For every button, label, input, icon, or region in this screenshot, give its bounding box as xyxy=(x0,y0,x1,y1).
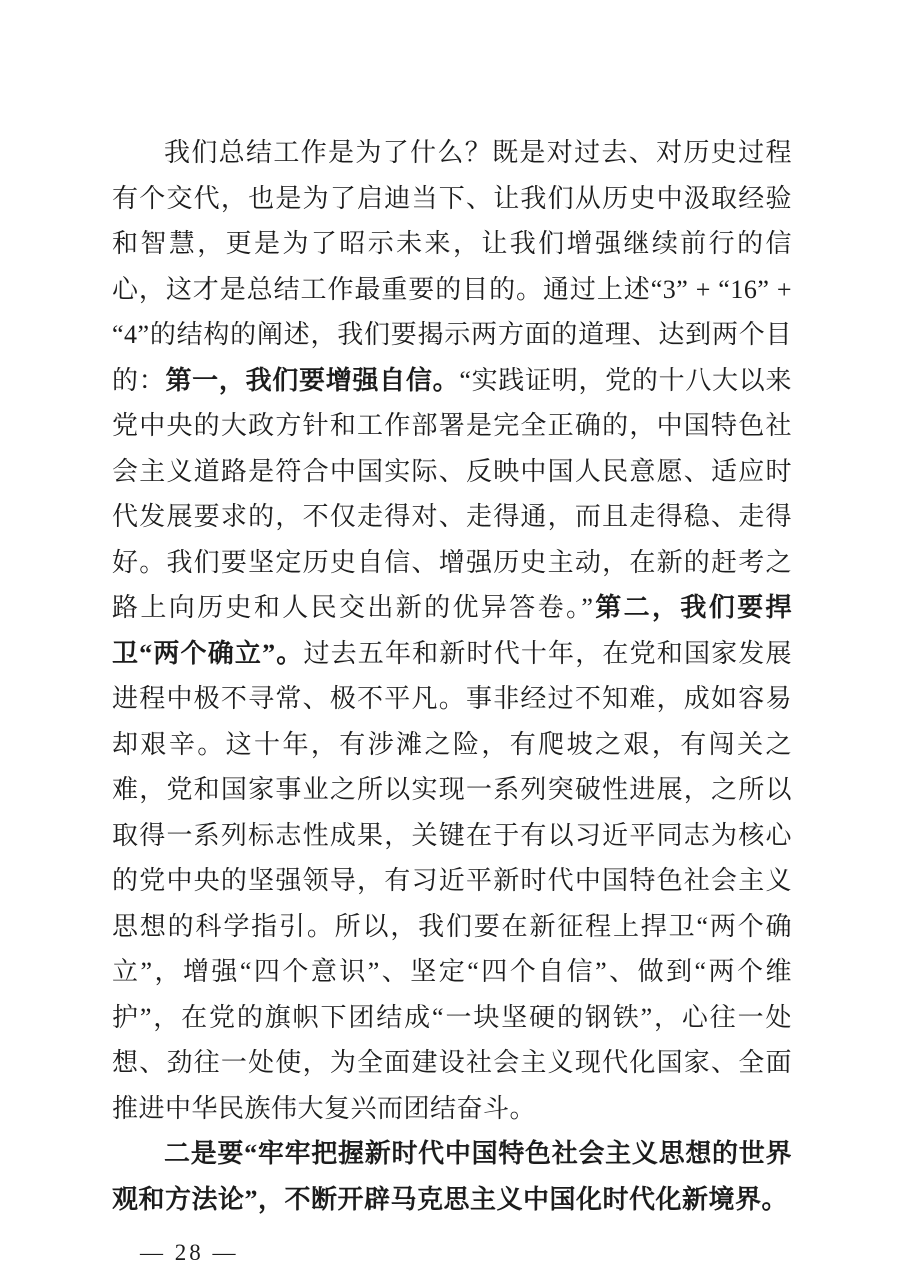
text-run-bold: 二是要“牢牢把握新时代中国特色社会主义思想的世界观和方法论”，不断开辟马克思主义中国化时代化新境界。 xyxy=(112,1139,792,1214)
text-run: 我们总结工作是为了什么？既是对过去、对历史过程有个交代，也是为了启迪当下、让我们从历史中汲取经验和智慧，更是为了昭示未来，让我们增强继续前行的信心，这才是总结工作最重要的目的。通过上述“3” + “16” + “4”的结构的阐述，我们要揭示两方面的道理、达到两个目的： xyxy=(112,138,792,395)
document-body xyxy=(112,130,792,1222)
page-number: — 28 — xyxy=(140,1240,239,1265)
text-run-bold: 第一，我们要增强自信。 xyxy=(165,365,460,395)
text-run: “实践证明，党的十八大以来党中央的大政方针和工作部署是完全正确的，中国特色社会主义道路是符合中国实际、反映中国人民意愿、适应时代发展要求的，不仅走得对、走得通，而且走得稳、走得好。我们要坚定历史自信、增强历史主动，在新的赶考之路上向历史和人民交出新的优异答卷。” xyxy=(112,365,792,622)
text-run: 过去五年和新时代十年，在党和国家发展进程中极不寻常、极不平凡。事非经过不知难，成如容易却艰辛。这十年，有涉滩之险，有爬坡之艰，有闯关之难，党和国家事业之所以实现一系列突破性进展，之所以取得一系列标志性成果，关键在于有以习近平同志为核心的党中央的坚强领导，有习近平新时代中国特色社会主义思想的科学指引。所以，我们要在新征程上捍卫“两个确立”，增强“四个意识”、坚定“四个自信”、做到“两个维护”，在党的旗帜下团结成“一块坚硬的钢铁”，心往一处想、劲往一处使，为全面建设社会主义现代化国家、全面推进中华民族伟大复兴而团结奋斗。 xyxy=(112,638,792,1123)
text-run-bold: 第二，我们要捍卫“两个确立”。 xyxy=(112,593,792,668)
paragraph-summary-goals xyxy=(112,130,792,1131)
paragraph-second-point xyxy=(112,1131,792,1222)
